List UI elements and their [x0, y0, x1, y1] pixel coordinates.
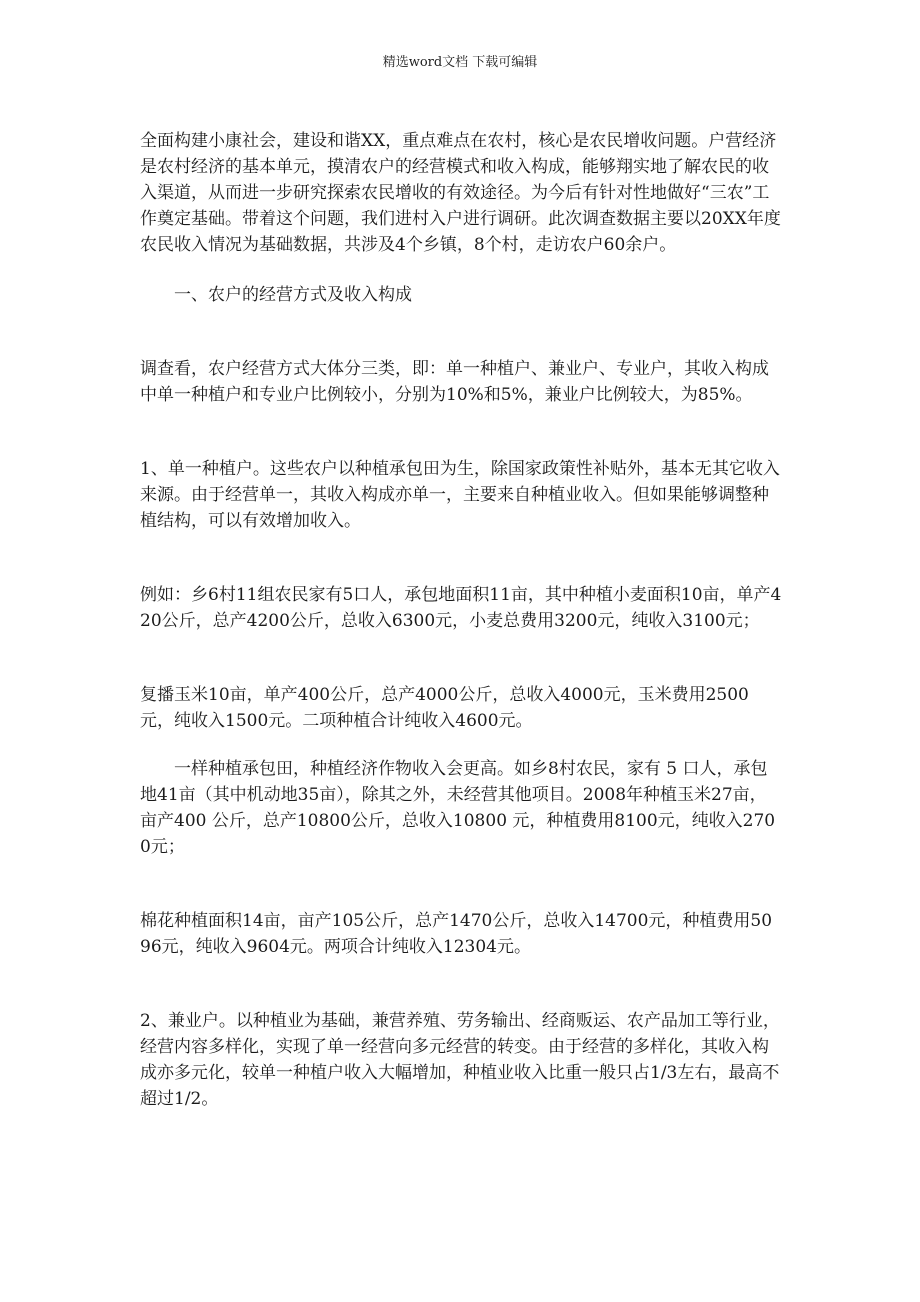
paragraph-intro: 全面构建小康社会，建设和谐XX，重点难点在农村，核心是农民增收问题。户营经济是农村经济的基本单元，摸清农户的经营模式和收入构成，能够翔实地了解农民的收入渠道，从而进一步研究探索农民增收的有效途径。为今后有针对性地做好“三农”工作奠定基础。带着这个问题，我们进村入户进行调研。此次调查数据主要以20XX年度农民收入情况为基础数据，共涉及4个乡镇，8个村，走访农户60余户。 [140, 131, 781, 255]
paragraph-corn: 复播玉米10亩，单产400公斤，总产4000公斤，总收入4000元，玉米费用2500元，纯收入1500元。二项种植合计纯收入4600元。 [140, 685, 749, 731]
paragraph-cotton: 棉花种植面积14亩，亩产105公斤，总产1470公斤，总收入14700元，种植费用5096元，纯收入9604元。两项合计纯收入12304元。 [140, 911, 773, 957]
document-body [140, 128, 782, 1112]
paragraph-part-time: 2、兼业户。以种植业为基础，兼营养殖、劳务输出、经商贩运、农产品加工等行业，经营内容多样化，实现了单一经营向多元经营的转变。由于经营的多样化，其收入构成亦多元化，较单一种植户收入大幅增加，种植业收入比重一般只占1/3左右，最高不超过1/2。 [140, 1011, 780, 1109]
paragraph-survey: 调查看，农户经营方式大体分三类，即：单一种植户、兼业户、专业户，其收入构成中单一种植户和专业户比例较小，分别为10%和5%，兼业户比例较大，为85%。 [140, 359, 769, 405]
paragraph-cash-crops: 一样种植承包田，种植经济作物收入会更高。如乡8村农民，家有 5 口人，承包地41亩（其中机动地35亩），除其之外，未经营其他项目。2008年种植玉米27亩，亩产400 公斤，总产10800公斤，总收入10800 元，种植费用8100元，纯收入2700元； [140, 759, 776, 857]
page-header: 精选word文档 下载可编辑 [382, 55, 538, 70]
paragraph-example-1: 例如：乡6村11组农民家有5口人，承包地面积11亩，其中种植小麦面积10亩，单产420公斤，总产4200公斤，总收入6300元，小麦总费用3200元，纯收入3100元； [140, 585, 782, 631]
section-heading-1: 一、农户的经营方式及收入构成 [174, 285, 412, 305]
paragraph-single-planter: 1、单一种植户。这些农户以种植承包田为生，除国家政策性补贴外，基本无其它收入来源。由于经营单一，其收入构成亦单一，主要来自种植业收入。但如果能够调整种植结构，可以有效增加收入。 [140, 459, 780, 531]
